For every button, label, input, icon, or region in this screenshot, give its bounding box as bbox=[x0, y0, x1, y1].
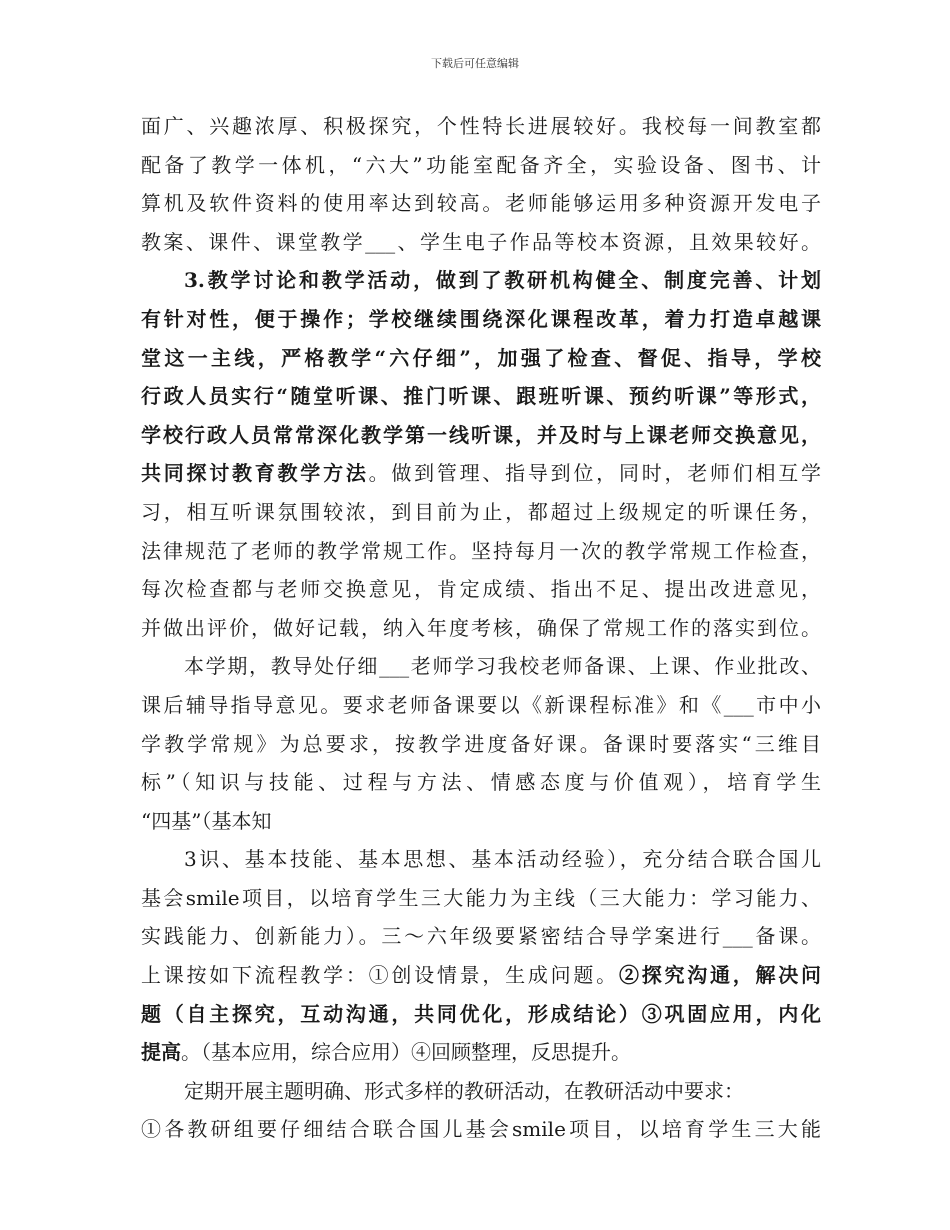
paragraph-4 bbox=[141, 840, 821, 1072]
bold-text-line: 有针对性，便于操作；学校继续围绕深化课程改革，着力打造卓越课 bbox=[141, 306, 821, 331]
bold-segment: 共同探讨教育教学方法 bbox=[141, 461, 369, 486]
document-body bbox=[141, 107, 821, 1149]
text-line: 习，相互听课氛围较浓，到目前为止，都超过上级规定的听课任务， bbox=[141, 499, 821, 524]
text-line: 课后辅导指导意见。要求老师备课要以《新课程标准》和《___市中小 bbox=[141, 692, 821, 717]
text-line: “四基”（基本知 bbox=[141, 808, 272, 833]
text-line: 标”（知识与技能、过程与方法、情感态度与价值观），培育学生 bbox=[141, 770, 821, 795]
bold-text-line: 行政人员实行“随堂听课、推门听课、跟班听课、预约听课”等形式， bbox=[141, 384, 821, 409]
text-line: 配备了教学一体机，“六大”功能室配备齐全，实验设备、图书、计 bbox=[141, 152, 821, 177]
paragraph-3 bbox=[141, 647, 821, 840]
paragraph-2 bbox=[141, 261, 821, 647]
mixed-text-line bbox=[141, 956, 821, 995]
normal-segment: 上课按如下流程教学：①创设情景，生成问题。 bbox=[141, 963, 619, 988]
page-header: 下载后可任意编辑 bbox=[431, 57, 519, 70]
bold-segment: ②探究沟通，解决问 bbox=[618, 963, 822, 988]
text-line: 并做出评价，做好记载，纳入年度考核，确保了常规工作的落实到位。 bbox=[141, 615, 821, 640]
text-line: 本学期，教导处仔细___老师学习我校老师备课、上课、作业批改、 bbox=[184, 654, 821, 679]
mixed-text-line bbox=[141, 1033, 821, 1072]
bold-text-line: 学校行政人员常常深化教学第一线听课，并及时与上课老师交换意见， bbox=[141, 422, 821, 447]
bold-segment: 提高 bbox=[141, 1040, 181, 1065]
normal-segment: 。做到管理、指导到位，同时，老师们相互学 bbox=[368, 461, 822, 486]
bold-text-line: 堂这一主线，严格教学“六仔细”，加强了检查、督促、指导，学校 bbox=[141, 345, 821, 370]
text-line: 算机及软件资料的使用率达到较高。老师能够运用多种资源开发电子 bbox=[141, 191, 821, 216]
text-line: 实践能力、创新能力）。三～六年级要紧密结合导学案进行___备课。 bbox=[141, 924, 821, 949]
text-line: 3识、基本技能、基本思想、基本活动经验），充分结合联合国儿 bbox=[184, 847, 821, 872]
text-line: 学教学常规》为总要求，按教学进度备好课。备课时要落实“三维目 bbox=[141, 731, 821, 756]
paragraph-1 bbox=[141, 107, 821, 261]
text-line: ①各教研组要仔细结合联合国儿基会smile项目，以培育学生三大能 bbox=[141, 1117, 821, 1142]
mixed-text-line bbox=[141, 454, 821, 493]
paragraph-5 bbox=[141, 1072, 821, 1149]
text-line: 教案、课件、课堂教学___、学生电子作品等校本资源，且效果较好。 bbox=[141, 229, 821, 254]
text-line: 每次检查都与老师交换意见，肯定成绩、指出不足、提出改进意见， bbox=[141, 577, 821, 602]
normal-segment: 。（基本应用，综合应用）④回顾整理，反思提升。 bbox=[181, 1040, 631, 1065]
text-line: 法律规范了老师的教学常规工作。坚持每月一次的教学常规工作检查， bbox=[141, 538, 821, 563]
text-line: 基会smile项目，以培育学生三大能力为主线（三大能力：学习能力、 bbox=[141, 885, 821, 910]
text-line: 面广、兴趣浓厚、积极探究，个性特长进展较好。我校每一间教室都 bbox=[141, 114, 821, 138]
text-line: 定期开展主题明确、形式多样的教研活动，在教研活动中要求： bbox=[184, 1078, 744, 1103]
bold-text-line: 题（自主探究，互动沟通，共同优化，形成结论）③巩固应用，内化 bbox=[141, 1001, 821, 1026]
bold-text-line: 3.教学讨论和教学活动，做到了教研机构健全、制度完善、计划 bbox=[184, 268, 821, 293]
